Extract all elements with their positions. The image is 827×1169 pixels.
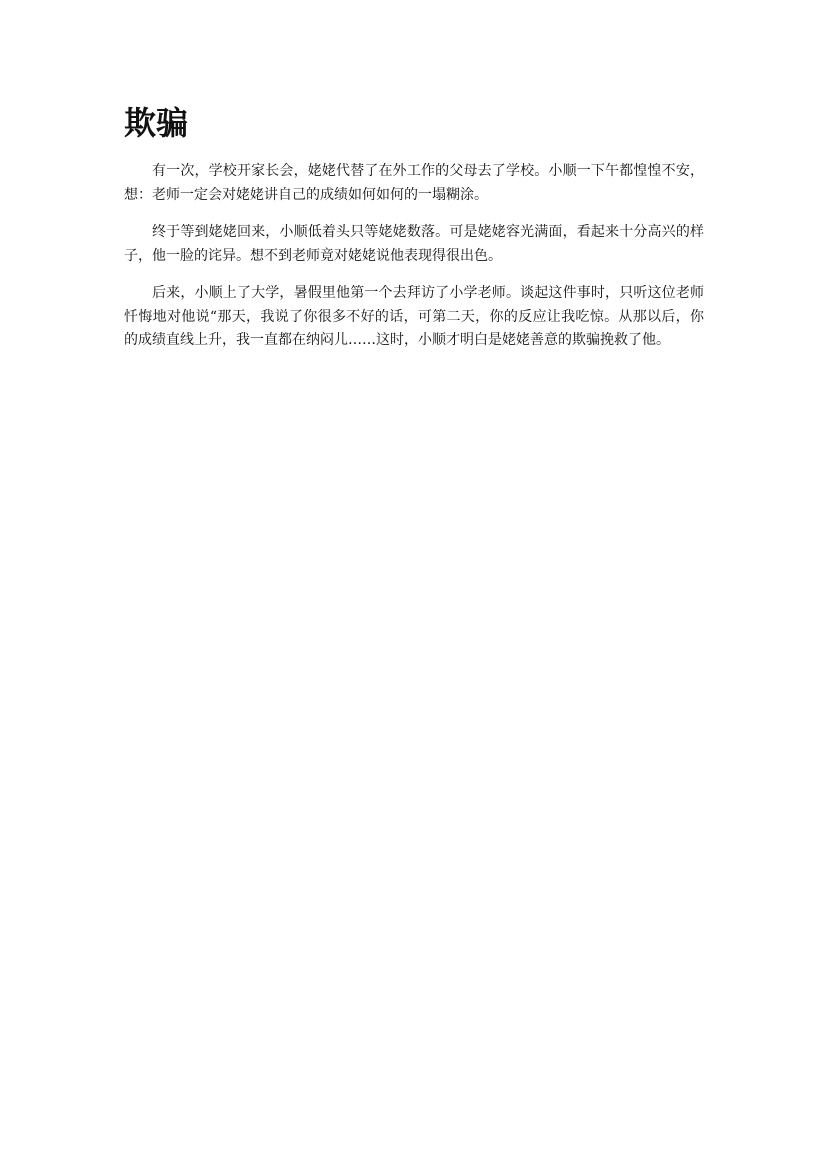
- document-body: [124, 100, 704, 367]
- paragraph-2: 终于等到姥姥回来，小顺低着头只等姥姥数落。可是姥姥容光满面，看起来十分高兴的样子，他一脸的诧异。想不到老师竟对姥姥说他表现得很出色。: [124, 224, 704, 264]
- paragraph-1: 有一次，学校开家长会，姥姥代替了在外工作的父母去了学校。小顺一下午都惶惶不安，想：老师一定会对姥姥讲自己的成绩如何如何的一塌糊涂。: [124, 163, 704, 203]
- paragraph-3: 后来，小顺上了大学，暑假里他第一个去拜访了小学老师。谈起这件事时，只听这位老师忏悔地对他说“那天，我说了你很多不好的话，可第二天，你的反应让我吃惊。从那以后，你的成绩直线上升，我一直都在纳闷儿……这时，小顺才明白是姥姥善意的欺骗挽救了他。: [124, 285, 704, 348]
- document-title: 欺骗: [124, 104, 189, 142]
